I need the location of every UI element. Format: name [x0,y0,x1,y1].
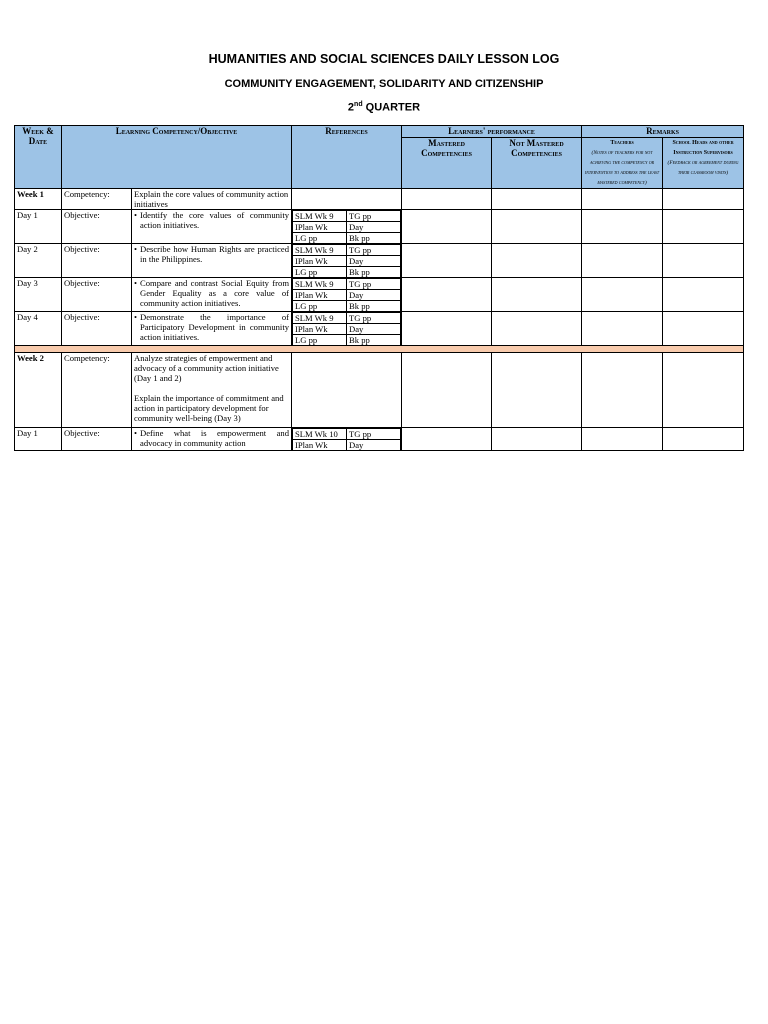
reference-day: Day [347,290,401,301]
objective-label: Objective: [62,244,132,278]
document-title: HUMANITIES AND SOCIAL SCIENCES DAILY LESSON LOG [208,52,560,66]
teachers-remarks-cell [582,189,663,210]
day-label: Day 1 [15,210,62,244]
header-remarks: Remarks [582,126,744,138]
reference-iplan: IPlan Wk [293,324,347,335]
not-mastered-cell [492,210,582,244]
objective-bullet-text: Define what is empowerment and advocacy in community action [140,428,290,448]
table-row [15,353,744,428]
week-label: Week 2 [15,353,62,428]
header-competency: Learning Competency/Objective [62,126,292,189]
header-heads-note: (Feedback or agreement during their classroom visits) [667,160,739,176]
reference-slm: SLM Wk 10 [293,429,347,440]
table-row [15,278,744,312]
objective-text [132,428,292,451]
reference-lg: LG pp [293,267,347,278]
mastered-cell [402,244,492,278]
mastered-cell [402,278,492,312]
not-mastered-cell [492,244,582,278]
mastered-cell [402,312,492,346]
header-teachers-title: Teachers [610,140,634,146]
objective-text [132,312,292,346]
day-label: Day 4 [15,312,62,346]
references-cell [292,278,402,312]
competency-text-part-1: Analyze strategies of empowerment and advocacy of a community action initiative (Day 1 and 2) [134,353,279,383]
objective-bullet-text: Describe how Human Rights are practiced in the Philippines. [140,244,290,264]
table-row [15,312,744,346]
teachers-remarks-cell [582,278,663,312]
reference-lg: LG pp [293,335,347,346]
reference-bk: Bk pp [347,301,401,312]
teachers-remarks-cell [582,210,663,244]
lesson-log-table [14,125,744,451]
table-row [15,244,744,278]
reference-tg: TG pp [347,245,401,256]
objective-label: Objective: [62,312,132,346]
objective-label: Objective: [62,278,132,312]
teachers-remarks-cell [582,353,663,428]
reference-slm: SLM Wk 9 [293,279,347,290]
reference-day: Day [347,256,401,267]
bullet-icon: • [134,312,138,322]
bullet-icon: • [134,210,138,220]
heads-remarks-cell [663,428,744,451]
header-mastered: Mastered Competencies [402,138,492,189]
competency-label: Competency: [62,189,132,210]
competency-label: Competency: [62,353,132,428]
reference-iplan: IPlan Wk [293,440,347,451]
heads-remarks-cell [663,210,744,244]
quarter-suffix: nd [354,101,363,108]
reference-lg: LG pp [293,233,347,244]
table-row [15,189,744,210]
week-label: Week 1 [15,189,62,210]
reference-day: Day [347,222,401,233]
table-row [15,428,744,451]
teachers-remarks-cell [582,428,663,451]
header-heads-title: School Heads and other Instruction Supervisors [672,140,734,156]
header-school-heads [663,138,744,189]
not-mastered-cell [492,428,582,451]
header-references: References [292,126,402,189]
heads-remarks-cell [663,244,744,278]
objective-text [132,278,292,312]
bullet-icon: • [134,428,138,438]
not-mastered-cell [492,353,582,428]
header-week-date: Week & Date [15,126,62,189]
quarter-title [0,101,768,114]
mastered-cell [402,210,492,244]
quarter-number: 2 [347,101,355,114]
mastered-cell [402,189,492,210]
heads-remarks-cell [663,189,744,210]
reference-tg: TG pp [347,211,401,222]
reference-tg: TG pp [347,313,401,324]
reference-slm: SLM Wk 9 [293,245,347,256]
subject-title: COMMUNITY ENGAGEMENT, SOLIDARITY AND CITIZENSHIP [224,78,544,90]
heads-remarks-cell [663,312,744,346]
reference-bk: Bk pp [347,267,401,278]
objective-label: Objective: [62,210,132,244]
week-separator [15,346,744,353]
reference-day: Day [347,440,401,451]
objective-text [132,244,292,278]
references-cell [292,428,402,451]
not-mastered-cell [492,189,582,210]
reference-iplan: IPlan Wk [293,290,347,301]
objective-bullet-text: Compare and contrast Social Equity from Gender Equality as a core value of community action initiatives. [140,278,290,308]
day-label: Day 2 [15,244,62,278]
teachers-remarks-cell [582,244,663,278]
teachers-remarks-cell [582,312,663,346]
references-cell [292,210,402,244]
objective-bullet-text: Demonstrate the importance of Participatory Development in community action initiatives. [140,312,290,342]
header-learners-performance: Learners' performance [402,126,582,138]
reference-bk: Bk pp [347,335,401,346]
references-cell [292,244,402,278]
header-teachers [582,138,663,189]
reference-tg: TG pp [347,429,401,440]
mastered-cell [402,353,492,428]
bullet-icon: • [134,244,138,254]
competency-text: Explain the core values of community action initiatives [132,189,292,210]
reference-iplan: IPlan Wk [293,222,347,233]
header-not-mastered: Not Mastered Competencies [492,138,582,189]
day-label: Day 3 [15,278,62,312]
bullet-icon: • [134,278,138,288]
not-mastered-cell [492,278,582,312]
reference-day: Day [347,324,401,335]
mastered-cell [402,428,492,451]
objective-text [132,210,292,244]
heads-remarks-cell [663,353,744,428]
not-mastered-cell [492,312,582,346]
reference-tg: TG pp [347,279,401,290]
competency-text [132,353,292,428]
competency-text-part-2: Explain the importance of commitment and action in participatory development for community well-being (Day 3) [134,393,284,423]
quarter-word: QUARTER [365,101,421,114]
heads-remarks-cell [663,278,744,312]
reference-bk: Bk pp [347,233,401,244]
objective-bullet-text: Identify the core values of community action initiatives. [140,210,290,230]
objective-label: Objective: [62,428,132,451]
references-cell [292,189,402,210]
references-cell [292,312,402,346]
reference-slm: SLM Wk 9 [293,313,347,324]
reference-slm: SLM Wk 9 [293,211,347,222]
header-teachers-note: (Notes of teachers for not achieving the competency or intervention to address the least mastered competency) [584,150,660,186]
table-row [15,210,744,244]
day-label: Day 1 [15,428,62,451]
references-cell [292,353,402,428]
reference-lg: LG pp [293,301,347,312]
reference-iplan: IPlan Wk [293,256,347,267]
